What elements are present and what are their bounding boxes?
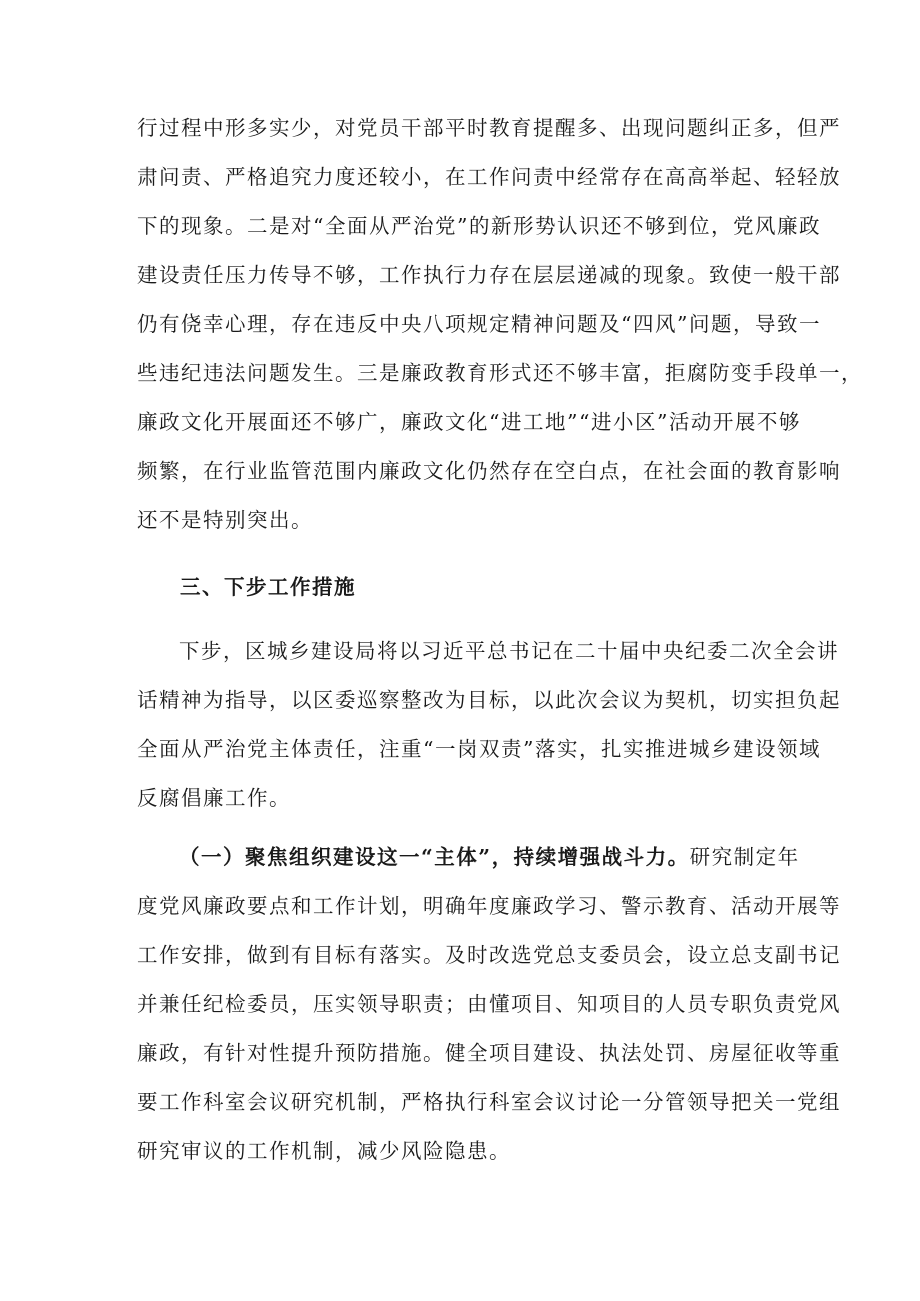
text-run: 研究制定年 xyxy=(689,845,800,869)
text-line: 工作安排，做到有目标有落实。及时改选党总支委员会，设立总支副书记 xyxy=(137,943,841,967)
text-line: 度党风廉政要点和工作计划，明确年度廉政学习、警示教育、活动开展等 xyxy=(137,894,841,918)
subheading-lead: （一）聚焦组织建设这一“主体”，持续增强战斗力。 xyxy=(179,845,690,869)
text-line xyxy=(137,833,800,882)
paragraph-next-steps-intro xyxy=(137,627,841,823)
text-line: 行过程中形多实少，对党员干部平时教育提醒多、出现问题纠正多，但严 xyxy=(137,116,841,140)
text-line: 全面从严治党主体责任，注重“一岗双责”落实，扎实推进城乡建设领域 xyxy=(137,737,821,761)
section-heading: 三、下步工作措施 xyxy=(180,575,356,599)
text-line: 下步，区城乡建设局将以习近平总书记在二十届中央纪委二次全会讲 xyxy=(179,639,839,663)
text-line: 仍有侥幸心理，存在违反中央八项规定精神问题及“四风”问题，导致一 xyxy=(137,312,821,336)
text-line: 研究审议的工作机制，减少风险隐患。 xyxy=(137,1139,511,1163)
text-line: 要工作科室会议研究机制，严格执行科室会议讨论一分管领导把关一党组 xyxy=(137,1090,841,1114)
text-line: 下的现象。二是对“全面从严治党”的新形势认识还不够到位，党风廉政 xyxy=(137,214,821,238)
paragraph-organization-building xyxy=(137,833,841,1176)
text-line: 廉政，有针对性提升预防措施。健全项目建设、执法处罚、房屋征收等重 xyxy=(137,1041,841,1065)
paragraph-problems-continued xyxy=(137,104,863,545)
text-line: 建设责任压力传导不够，工作执行力存在层层递减的现象。致使一般干部 xyxy=(137,263,841,287)
text-line: 还不是特别突出。 xyxy=(137,508,313,532)
text-line: 话精神为指导，以区委巡察整改为目标，以此次会议为契机，切实担负起 xyxy=(137,688,841,712)
text-line: 廉政文化开展面还不够广，廉政文化“进工地”“进小区”活动开展不够 xyxy=(137,410,801,434)
text-line: 并兼任纪检委员，压实领导职责；由懂项目、知项目的人员专职负责党风 xyxy=(137,992,841,1016)
text-line: 肃问责、严格追究力度还较小，在工作问责中经常存在高高举起、轻轻放 xyxy=(137,165,841,189)
text-line: 频繁，在行业监管范围内廉政文化仍然存在空白点，在社会面的教育影响 xyxy=(137,459,841,483)
text-line: 些违纪违法问题发生。三是廉政教育形式还不够丰富，拒腐防变手段单一， xyxy=(137,361,863,385)
text-line: 反腐倡廉工作。 xyxy=(137,786,291,810)
